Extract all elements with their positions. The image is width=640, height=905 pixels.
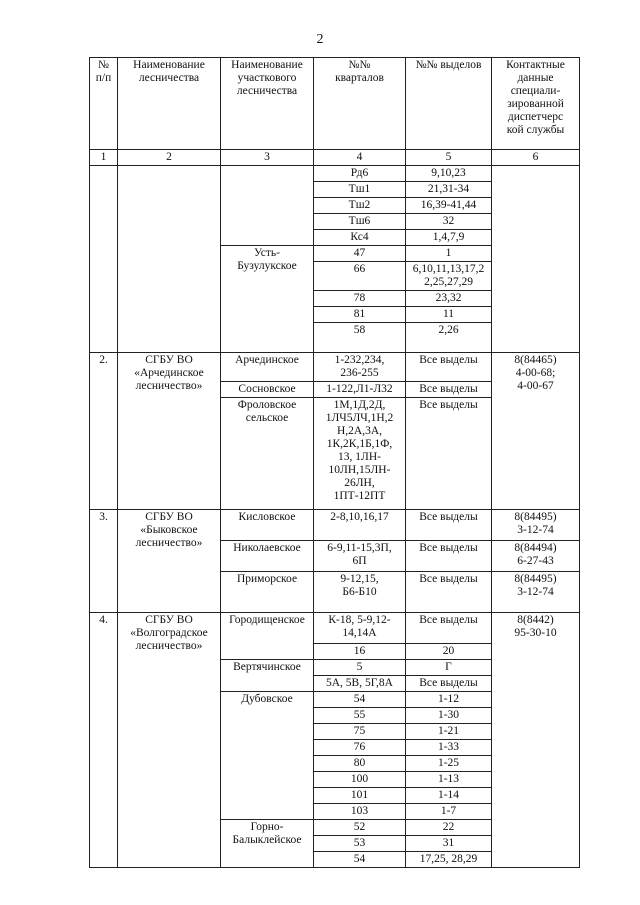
quarter-cell: 75 — [314, 724, 406, 740]
quarter-cell: 16 — [314, 644, 406, 660]
table-row — [90, 166, 580, 182]
allotment-cell: Все выделы — [406, 382, 492, 398]
allotment-cell: 11 — [406, 307, 492, 323]
column-number: 2 — [118, 150, 221, 166]
table-row — [90, 353, 580, 382]
allotment-cell: Г — [406, 660, 492, 676]
quarter-cell: 58 — [314, 323, 406, 353]
row-number: 4. — [90, 613, 118, 868]
quarter-cell: 54 — [314, 852, 406, 868]
forestry-name — [118, 166, 221, 353]
allotment-cell: 22 — [406, 820, 492, 836]
table-header-row — [90, 58, 580, 150]
district-name: Сосновское — [221, 382, 314, 398]
contact-cell — [492, 166, 580, 353]
district-name — [221, 166, 314, 246]
quarter-cell: 78 — [314, 291, 406, 307]
allotment-cell: 1-12 — [406, 692, 492, 708]
table-row — [90, 613, 580, 644]
row-number: 3. — [90, 510, 118, 613]
forestry-name: СГБУ ВО «Быковское лесничество» — [118, 510, 221, 613]
quarter-cell: 54 — [314, 692, 406, 708]
table-row — [90, 510, 580, 541]
quarter-cell: 103 — [314, 804, 406, 820]
contact-cell: 8(84495) 3-12-74 — [492, 572, 580, 613]
quarter-cell: 1-122,Л1-Л32 — [314, 382, 406, 398]
allotment-cell: 1-7 — [406, 804, 492, 820]
allotment-cell: Все выделы — [406, 541, 492, 572]
quarter-cell: 53 — [314, 836, 406, 852]
quarter-cell: 5 — [314, 660, 406, 676]
quarter-cell: 76 — [314, 740, 406, 756]
table-column-numbers — [90, 150, 580, 166]
allotment-cell: 1 — [406, 246, 492, 262]
quarter-cell: 1-232,234, 236-255 — [314, 353, 406, 382]
allotment-cell: 17,25, 28,29 — [406, 852, 492, 868]
quarter-cell: 101 — [314, 788, 406, 804]
header-forestry: Наименование лесничества — [118, 58, 221, 150]
contact-cell: 8(84494) 6-27-43 — [492, 541, 580, 572]
column-number: 3 — [221, 150, 314, 166]
allotment-cell: 1-13 — [406, 772, 492, 788]
quarter-cell: 80 — [314, 756, 406, 772]
page-number: 2 — [316, 32, 324, 47]
quarter-cell: 66 — [314, 262, 406, 291]
allotment-cell: 6,10,11,13,17,2 2,25,27,29 — [406, 262, 492, 291]
quarter-cell: Тш1 — [314, 182, 406, 198]
forestry-name: СГБУ ВО «Волгоградское лесничество» — [118, 613, 221, 868]
quarter-cell: 100 — [314, 772, 406, 788]
district-name: Городищенское — [221, 613, 314, 660]
quarter-cell: 1М,1Д,2Д, 1ЛЧ5ЛЧ,1Н,2 Н,2А,3А, 1К,2К,1Б,1Ф, 13, 1ЛН- 10ЛН,15ЛН- 26ЛН, 1ПТ-12ПТ — [314, 398, 406, 510]
quarter-cell: 52 — [314, 820, 406, 836]
contact-cell: 8(84465) 4-00-68; 4-00-67 — [492, 353, 580, 510]
header-allotments: №№ выделов — [406, 58, 492, 150]
quarter-cell: 55 — [314, 708, 406, 724]
quarter-cell: 9-12,15, Б6-Б10 — [314, 572, 406, 613]
district-name: Кисловское — [221, 510, 314, 541]
allotment-cell: 2,26 — [406, 323, 492, 353]
allotment-cell: 1-14 — [406, 788, 492, 804]
allotment-cell: 16,39-41,44 — [406, 198, 492, 214]
allotment-cell: 31 — [406, 836, 492, 852]
contact-cell: 8(84495) 3-12-74 — [492, 510, 580, 541]
quarter-cell: 47 — [314, 246, 406, 262]
quarter-cell: 81 — [314, 307, 406, 323]
district-name: Арчединское — [221, 353, 314, 382]
allotment-cell: 1-25 — [406, 756, 492, 772]
header-district: Наименование участкового лесничества — [221, 58, 314, 150]
district-name: Вертячинское — [221, 660, 314, 692]
allotment-cell: 9,10,23 — [406, 166, 492, 182]
allotment-cell: Все выделы — [406, 510, 492, 541]
column-number: 5 — [406, 150, 492, 166]
allotment-cell: Все выделы — [406, 572, 492, 613]
allotment-cell: 20 — [406, 644, 492, 660]
allotment-cell: 1-30 — [406, 708, 492, 724]
column-number: 6 — [492, 150, 580, 166]
header-quarters: №№ кварталов — [314, 58, 406, 150]
column-number: 1 — [90, 150, 118, 166]
allotment-cell: Все выделы — [406, 398, 492, 510]
allotment-cell: Все выделы — [406, 353, 492, 382]
district-name: Приморское — [221, 572, 314, 613]
column-number: 4 — [314, 150, 406, 166]
allotment-cell: 32 — [406, 214, 492, 230]
district-name: Дубовское — [221, 692, 314, 820]
district-name: Фроловское сельское — [221, 398, 314, 510]
allotment-cell: Все выделы — [406, 613, 492, 644]
header-number: № п/п — [90, 58, 118, 150]
quarter-cell: Тш6 — [314, 214, 406, 230]
allotment-cell: 21,31-34 — [406, 182, 492, 198]
forestry-name: СГБУ ВО «Арчединское лесничество» — [118, 353, 221, 510]
allotment-cell: 23,32 — [406, 291, 492, 307]
allotment-cell: 1,4,7,9 — [406, 230, 492, 246]
header-contacts: Контактные данные специали- зированной диспетчерс кой службы — [492, 58, 580, 150]
quarter-cell: 2-8,10,16,17 — [314, 510, 406, 541]
district-name: Горно- Балыклейское — [221, 820, 314, 868]
quarter-cell: 6-9,11-15,3П, 6П — [314, 541, 406, 572]
allotment-cell: 1-21 — [406, 724, 492, 740]
quarter-cell: Тш2 — [314, 198, 406, 214]
contact-cell: 8(8442) 95-30-10 — [492, 613, 580, 868]
quarter-cell: К-18, 5-9,12- 14,14А — [314, 613, 406, 644]
forestry-table — [89, 57, 580, 868]
quarter-cell: Кс4 — [314, 230, 406, 246]
district-name: Усть- Бузулукское — [221, 246, 314, 353]
district-name: Николаевское — [221, 541, 314, 572]
allotment-cell: Все выделы — [406, 676, 492, 692]
quarter-cell: 5А, 5В, 5Г,8А — [314, 676, 406, 692]
row-number — [90, 166, 118, 353]
quarter-cell: Рд6 — [314, 166, 406, 182]
row-number: 2. — [90, 353, 118, 510]
allotment-cell: 1-33 — [406, 740, 492, 756]
